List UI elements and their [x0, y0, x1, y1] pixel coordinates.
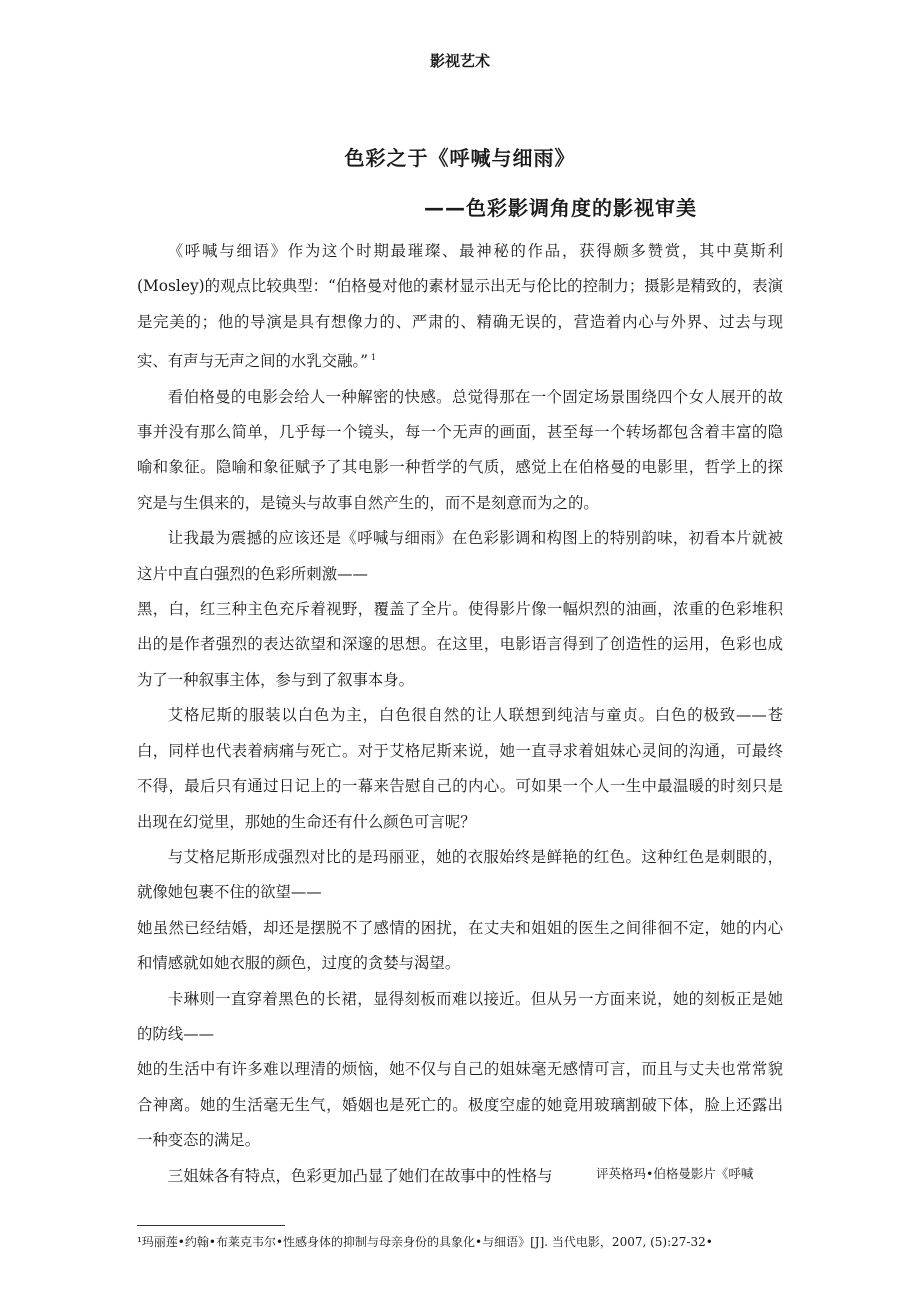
article-subtitle: ——色彩影调角度的影视审美 — [424, 196, 697, 220]
paragraph-1 — [137, 234, 783, 380]
paragraph-10: 三姐妹各有特点，色彩更加凸显了她们在故事中的性格与 — [167, 1166, 553, 1185]
footnote-overflow-text: 评英格玛•伯格曼影片《呼喊 — [596, 1166, 754, 1181]
footnote-divider — [137, 1225, 285, 1226]
paragraph-8: 卡琳则一直穿着黑色的长裙，显得刻板而难以接近。但从另一方面来说，她的刻板正是她的防线—— — [137, 989, 783, 1043]
paragraph-9: 她的生活中有许多难以理清的烦恼，她不仅与自己的姐妹毫无感情可言，而且与丈夫也常常貌合神离。她的生活毫无生气，婚姻也是死亡的。极度空虚的她竟用玻璃割破下体，脸上还露出一种变态的满足。 — [137, 1060, 783, 1150]
paragraph-1-text: 《呼喊与细语》作为这个时期最璀璨、最神秘的作品，获得颇多赞赏，其中莫斯利(Mosley)的观点比较典型：“伯格曼对他的素材显示出无与伦比的控制力；摄影是精致的，表演是完美的；他的导演是具有想像力的、严肃的、精确无误的，营造着内心与外界、过去与现实、有声与无声之间的水乳交融。” — [137, 242, 783, 371]
footnote: ¹玛丽莲•约翰•布莱克韦尔•性感身体的抑制与母亲身份的具象化•与细语》[J]. 当代电影，2007, (5):27-32• — [137, 1235, 713, 1249]
running-header: 影视艺术 — [429, 52, 490, 70]
paragraph-6: 与艾格尼斯形成强烈对比的是玛丽亚，她的衣服始终是鲜艳的红色。这种红色是刺眼的，就像她包裹不住的欲望—— — [137, 847, 783, 902]
paragraph-3: 让我最为震撼的应该还是《呼喊与细雨》在色彩影调和构图上的特别韵味，初看本片就被这片中直白强烈的色彩所刺激—— — [137, 529, 783, 583]
paragraph-2: 看伯格曼的电影会给人一种解密的快感。总觉得那在一个固定场景围绕四个女人展开的故事并没有那么简单，几乎每一个镜头，每一个无声的画面，甚至每一个转场都包含着丰富的隐喻和象征。隐喻和象征赋予了其电影一种哲学的气质，感觉上在伯格曼的电影里，哲学上的探究是与生俱来的，是镜头与故事自然产生的，而不是刻意而为之的。 — [137, 387, 783, 512]
paragraph-5: 艾格尼斯的服装以白色为主，白色很自然的让人联想到纯洁与童贞。白色的极致——苍白，同样也代表着病痛与死亡。对于艾格尼斯来说，她一直寻求着姐妹心灵间的沟通，可最终不得，最后只有通过日记上的一幕来告慰自己的内心。可如果一个人一生中最温暖的时刻只是出现在幻觉里，那她的生命还有什么颜色可言呢？ — [137, 706, 783, 831]
article-body — [137, 234, 783, 1194]
paragraph-4: 黑，白，红三种主色充斥着视野，覆盖了全片。使得影片像一幅炽烈的油画，浓重的色彩堆积出的是作者强烈的表达欲望和深邃的思想。在这里，电影语言得到了创造性的运用，色彩也成为了一种叙事主体，参与到了叙事本身。 — [137, 600, 783, 689]
paragraph-7: 她虽然已经结婚，却还是摆脱不了感情的困扰，在丈夫和姐姐的医生之间徘徊不定，她的内心和情感就如她衣服的颜色，过度的贪婪与渴望。 — [137, 918, 783, 973]
footnote-ref: 1 — [371, 353, 377, 363]
article-title: 色彩之于《呼喊与细雨》 — [344, 146, 576, 170]
